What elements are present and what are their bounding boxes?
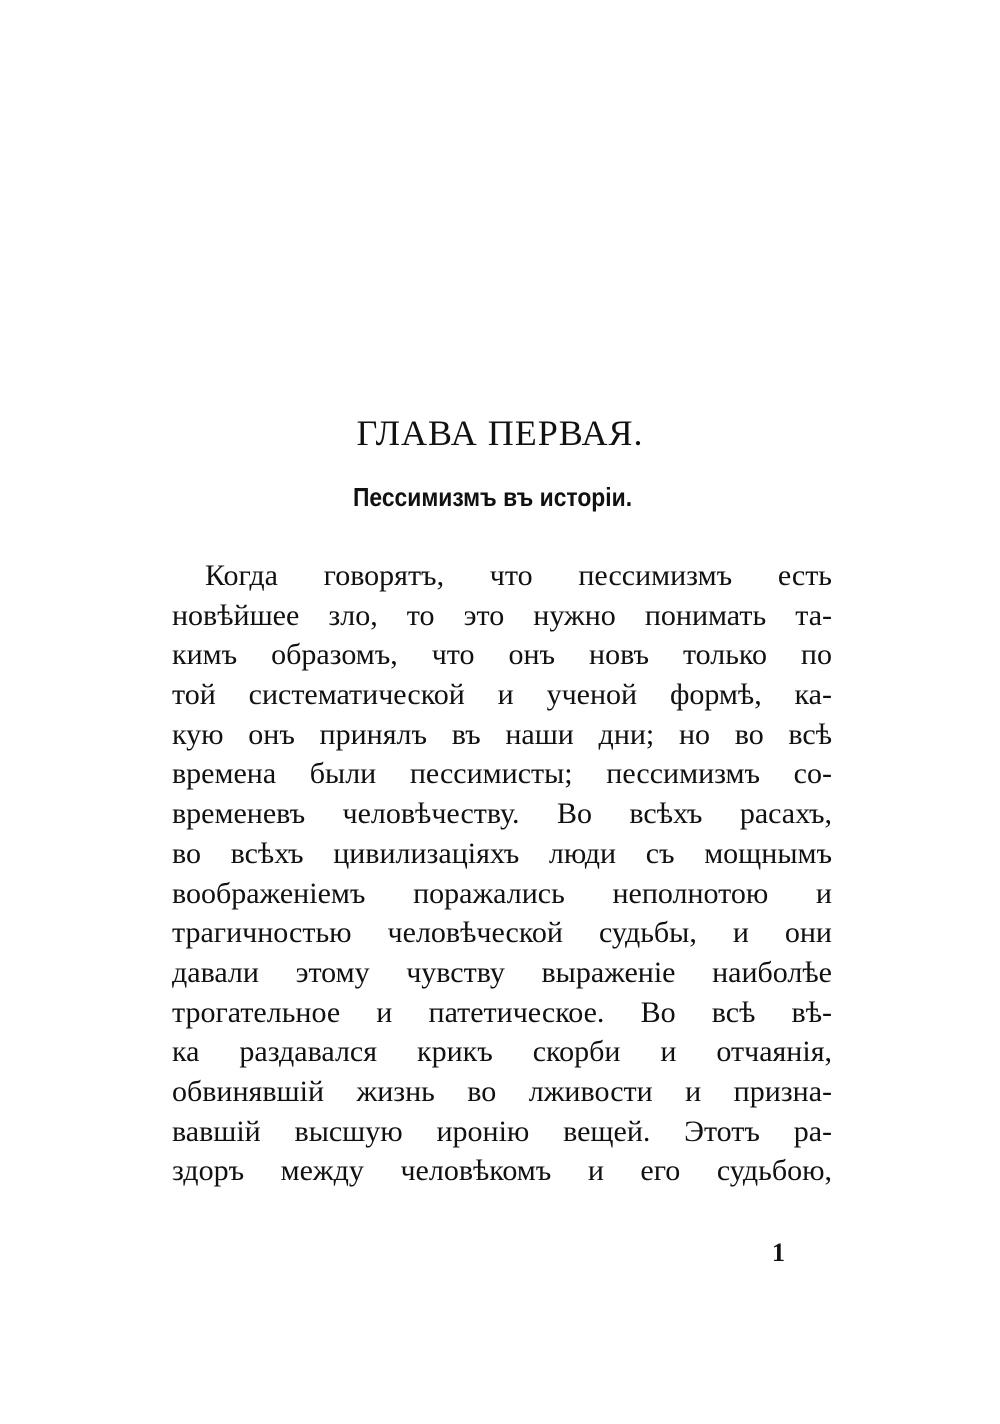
page-number: 1 [772,1238,785,1267]
text-line: ка раздавался крикъ скорби и отчаянія, [172,1035,832,1069]
body-text [172,556,832,1191]
section-title: Пессимизмъ въ исторіи. [352,482,633,512]
text-line: во всѣхъ цивилизаціяхъ люди съ мощнымъ [172,836,832,870]
text-line: воображеніемъ поражались неполнотою и [172,876,832,910]
text-line: новѣйшее зло, то это нужно понимать та- [172,598,832,632]
text-line: трагичностью человѣческой судьбы, и они [172,916,832,950]
text-line: вавшій высшую иронію вещей. Этотъ ра- [172,1114,832,1148]
chapter-title: ГЛАВА ПЕРВАЯ. [356,413,644,453]
text-line: Когда говорятъ, что пессимизмъ есть [205,559,832,592]
text-line: кую онъ принялъ въ наши дни; но во всѣ [172,717,832,751]
text-line: кимъ образомъ, что онъ новъ только по [172,638,832,672]
text-line: обвинявшій жизнь во лживости и призна- [172,1074,832,1108]
text-line: трогательное и патетическое. Во всѣ вѣ- [172,995,832,1029]
text-line: давали этому чувству выраженіе наиболѣе [172,955,832,989]
text-line: времена были пессимисты; пессимизмъ со- [172,757,832,791]
text-line: здоръ между человѣкомъ и его судьбою, [172,1154,832,1188]
text-line: той систематической и ученой формѣ, ка- [172,678,832,712]
text-line: временевъ человѣчеству. Во всѣхъ расахъ, [172,797,832,831]
